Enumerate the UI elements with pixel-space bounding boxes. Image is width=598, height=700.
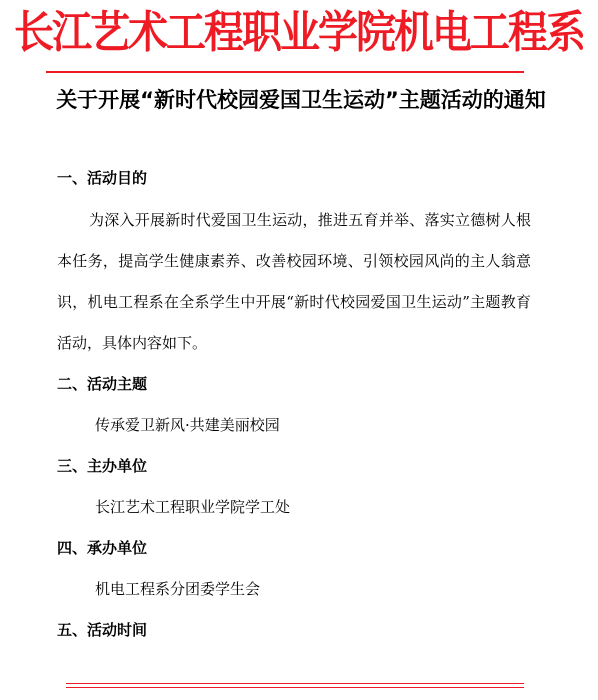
footer-divider-top (66, 683, 524, 684)
notice-title: 关于开展“新时代校园爱国卫生运动”主题活动的通知 (56, 88, 546, 112)
letterhead-divider (46, 71, 524, 73)
section-body-theme: 传承爱卫新风·共建美丽校园 (95, 416, 280, 434)
section-heading-purpose: 一、活动目的 (57, 169, 148, 187)
section-heading-time: 五、活动时间 (57, 621, 148, 639)
letterhead-org-name: 长江艺术工程职业学院机电工程系 (14, 6, 584, 58)
section-heading-organizer: 三、主办单位 (57, 457, 148, 475)
section-body-purpose: 为深入开展新时代爱国卫生运动，推进五育并举、落实立德树人根本任务，提高学生健康素养、改善校园环境、引领校园风尚的主人翁意识，机电工程系在全系学生中开展“新时代校园爱国卫生运动”主题教育活动，具体内容如下。 (57, 211, 531, 352)
section-body-organizer: 长江艺术工程职业学院学工处 (95, 498, 291, 516)
section-heading-theme: 二、活动主题 (57, 375, 148, 393)
footer-divider-bottom (66, 687, 524, 688)
section-body-host: 机电工程系分团委学生会 (95, 580, 261, 598)
section-heading-host: 四、承办单位 (57, 539, 148, 557)
